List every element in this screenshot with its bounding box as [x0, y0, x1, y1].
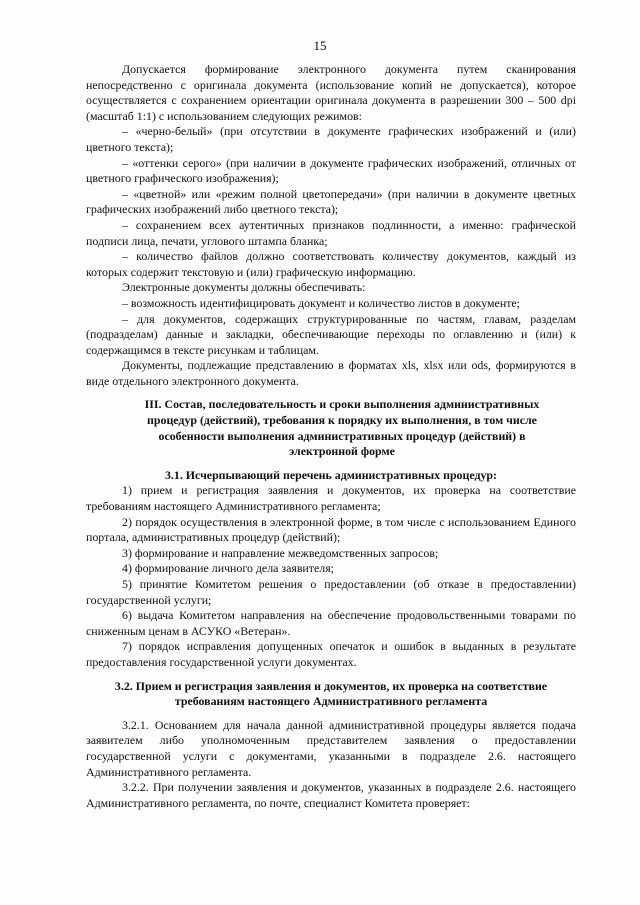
- subsection-3-1-heading: 3.1. Исчерпывающий перечень административных процедур:: [164, 467, 498, 482]
- mode-item: – «оттенки серого» (при наличии в документе графических изображений, отличных от цветного графического изображения);: [86, 155, 576, 186]
- page-number: 15: [313, 38, 327, 53]
- requirement-item: – для документов, содержащих структурированные по частям, главам, разделам (подразделам) данные и закладки, обеспечивающие переходы по оглавлению и (или) к содержащимся в тексте рисункам и таблицам.: [86, 311, 576, 357]
- mode-item: – «черно-белый» (при отсутствии в документе графических изображений и (или) цветного текста);: [86, 124, 576, 154]
- paragraph-3-2-1: 3.2.1. Основанием для начала данной административной процедуры является подача заявителем либо уполномоченным представителем заявления о предоставлении государственной услуги с документами, указанными в подразделе 2.6. настоящего Административного регламента.: [86, 717, 576, 779]
- mode-item: – сохранением всех аутентичных признаков подлинности, а именно: графической подписи лица, печати, углового штампа бланка;: [86, 217, 576, 248]
- procedure-item: 4) формирование личного дела заявителя;: [122, 561, 334, 576]
- mode-item: – количество файлов должно соответствовать количеству документов, каждый из которых содержит текстовую и (или) графическую информацию.: [86, 249, 576, 279]
- procedure-item: 1) прием и регистрация заявления и документов, их проверка на соответствие требованиям настоящего Административного регламента;: [86, 483, 576, 514]
- procedure-item: 2) порядок осуществления в электронной форме, в том числе с использованием Единого портала, административных процедур (действий);: [86, 514, 576, 545]
- procedure-item: 3) формирование и направление межведомственных запросов;: [122, 545, 439, 560]
- intro-paragraph-scanning: Допускается формирование электронного документа путем сканирования непосредственно с оригинала документа (использование копий не допускается), которое осуществляется с сохранением ориентации оригинала документа в разрешении 300 – 500 dpi (масштаб 1:1) с использованием следующих режимов:: [86, 62, 576, 123]
- intro-paragraph-requirements: Электронные документы должны обеспечивать:: [122, 280, 366, 295]
- paragraph-3-2-2: 3.2.2. При получении заявления и документов, указанных в подразделе 2.6. настоящего Административного регламента, по почте, специалист Комитета проверяет:: [86, 780, 576, 810]
- section-3-heading: III. Состав, последовательность и сроки выполнения административных процедур (действий), требования к порядку их выполнения, в том числе особенности выполнения административных процедур (действий) в электронной форме: [144, 397, 540, 459]
- procedure-item: 5) принятие Комитетом решения о предоставлении (об отказе в предоставлении) государственной услуги;: [86, 577, 576, 607]
- intro-paragraph-formats: Документы, подлежащие представлению в форматах xls, xlsx или ods, формируются в виде отдельного электронного документа.: [86, 358, 576, 388]
- procedure-item: 7) порядок исправления допущенных опечаток и ошибок в выданных в результате предоставления государственной услуги документах.: [86, 639, 576, 669]
- mode-item: – «цветной» или «режим полной цветопередачи» (при наличии в документе цветных графических изображений либо цветного текста);: [86, 186, 576, 217]
- requirement-item: – возможность идентифицировать документ и количество листов в документе;: [122, 295, 520, 310]
- document-body: [86, 62, 576, 811]
- procedure-item: 6) выдача Комитетом направления на обеспечение продовольственными товарами по сниженным ценам в АСУКО «Ветеран».: [86, 608, 576, 638]
- subsection-3-2-heading: 3.2. Прием и регистрация заявления и документов, их проверка на соответствие требованиям настоящего Административного регламента: [114, 678, 548, 709]
